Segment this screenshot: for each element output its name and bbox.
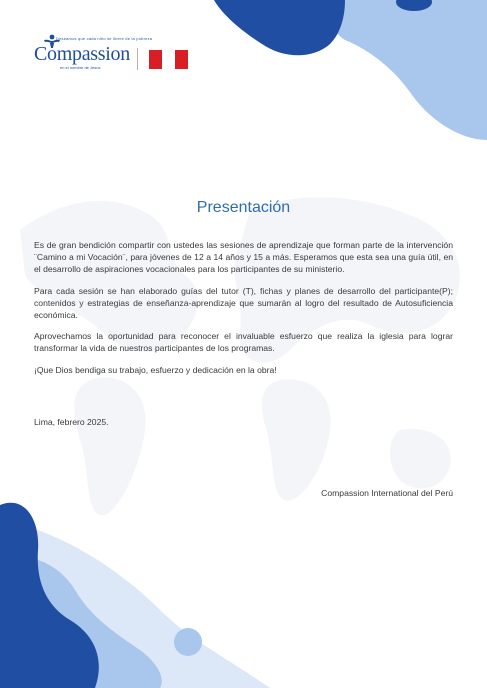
top-right-light-wave [329,0,487,140]
document-body [34,239,453,385]
page-title: Presentación [196,199,291,216]
paragraph-intro: Es de gran bendición compartir con ustedes las sesiones de aprendizaje que forman parte de la intervención ¨Camino a mi Vocación¨, para jóvenes de 12 a 14 años y 15 a más. Esperamos que esta sea una guía útil, en el desarrollo de aspiraciones vocacionales para los participantes de su ministerio. [34,240,453,274]
paragraph-blessing: ¡Que Dios bendiga su trabajo, esfuerzo y dedicación en la obra! [34,364,277,375]
document-date: Lima, febrero 2025. [34,417,109,427]
document-signature: Compassion International del Perú [321,488,453,498]
logo-divider [137,48,138,70]
compassion-logo [34,34,194,74]
logo-top-text: Deseamos que cada niño se libere de la pobreza [56,36,153,41]
bottom-left-blue-dot [174,628,202,656]
logo-tagline: en el nombre de Jesús [60,65,101,70]
top-right-deep-wave [214,0,345,55]
paragraph-sessions: Para cada sesión se han elaborado guías del tutor (T), fichas y planes de desarrollo del participante(P); contenidos y estrategias de enseñanza-aprendizaje que sumarán al logro del resultado de Autosuficiencia económica. [34,285,453,320]
peru-flag-icon [149,50,188,69]
logo-wordmark: Compassion [34,43,130,65]
paragraph-acknowledgement: Aprovechamos la oportunidad para reconocer el invaluable esfuerzo que realiza la iglesia para lograr transformar la vida de nuestros participantes de los programas. [34,331,453,353]
